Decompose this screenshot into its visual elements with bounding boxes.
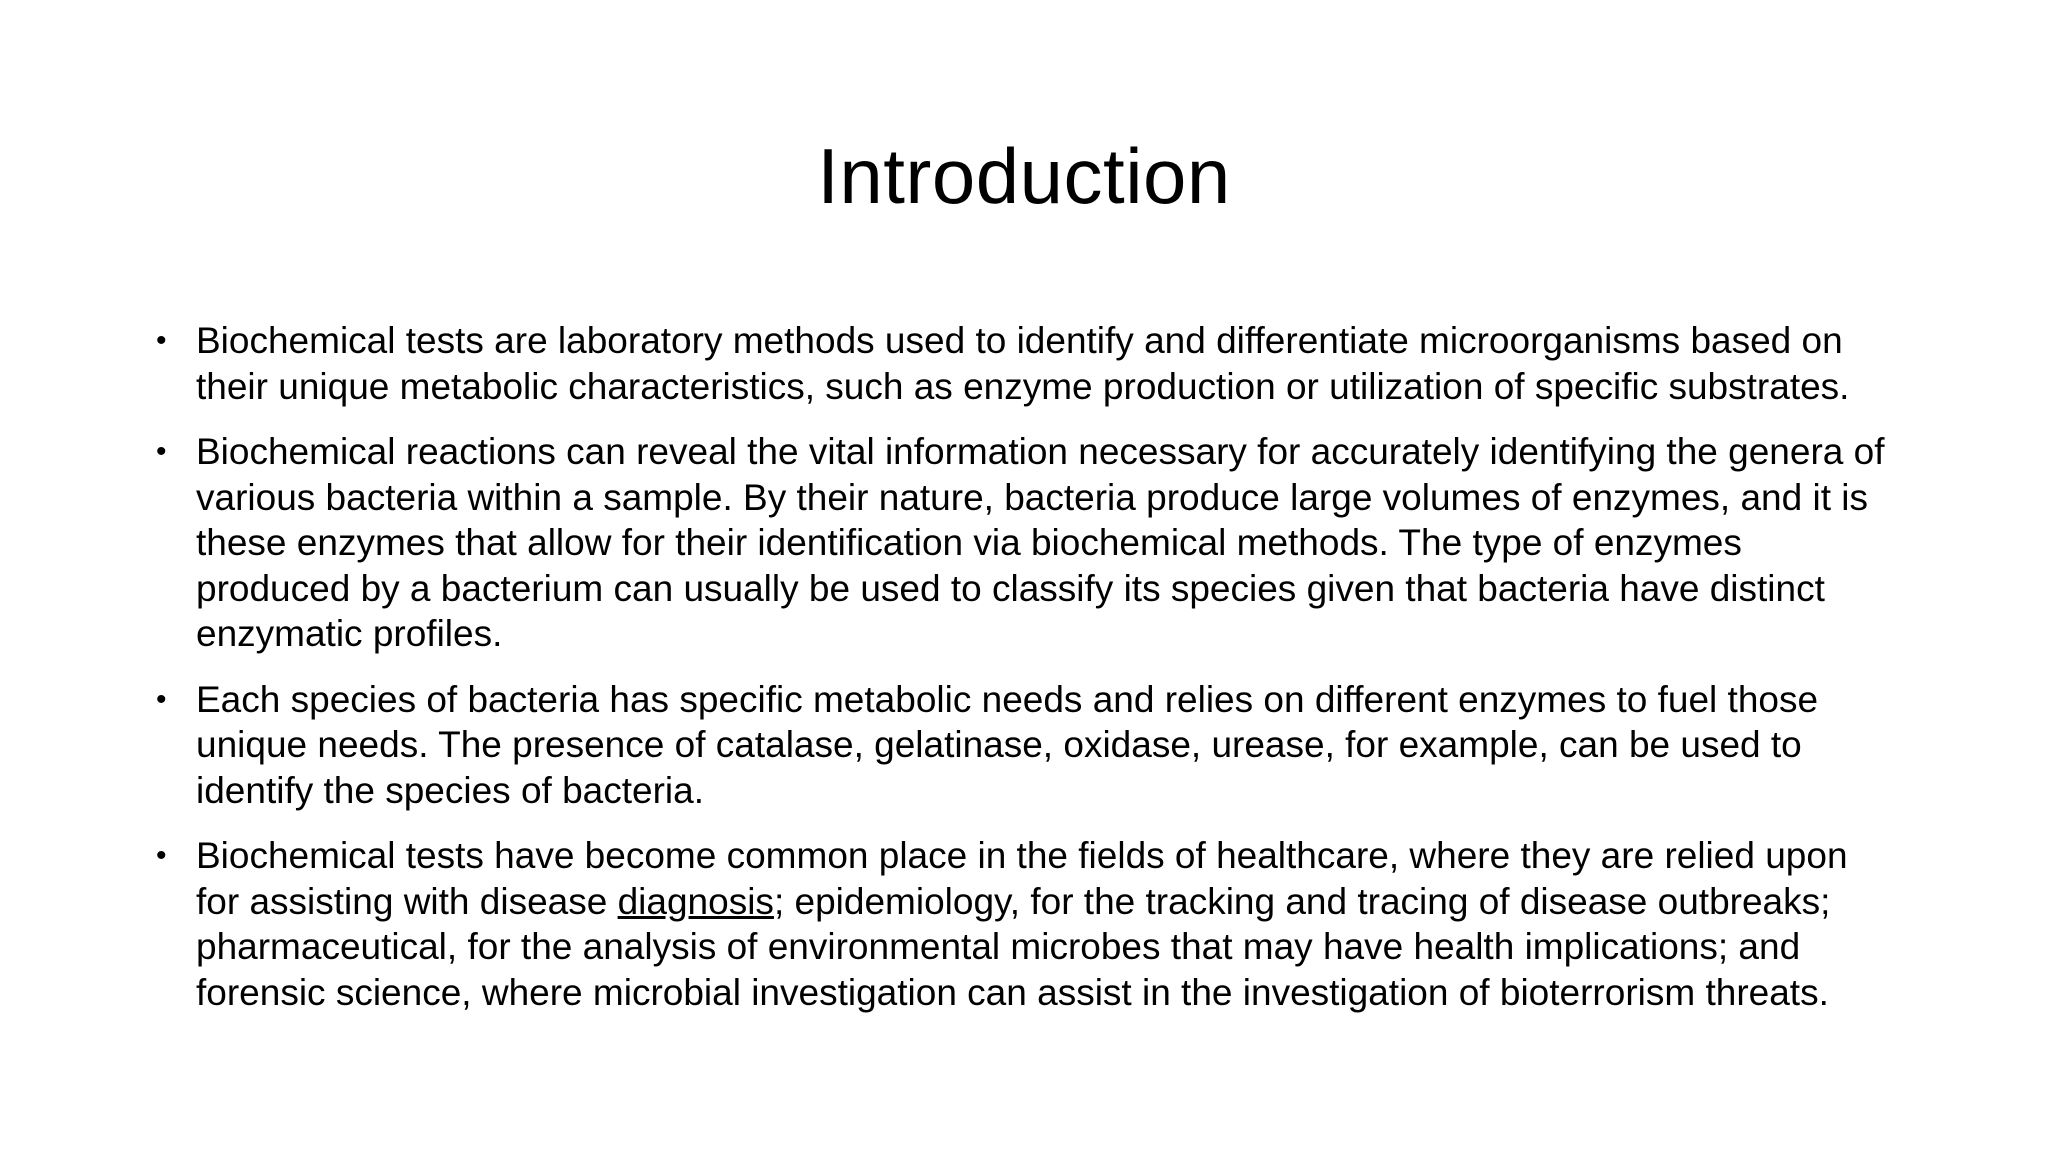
bullet-dot-icon: • xyxy=(156,324,167,357)
bullet-list xyxy=(148,318,1888,1035)
bullet-text: Biochemical tests are laboratory methods used to identify and differentiate microorganisms based on their unique metabolic characteristics, such as enzyme production or utilization of specific substrates. xyxy=(196,320,1850,407)
bullet-text-before-link: Biochemical tests have become common place in the fields of healthcare, where they are relied upon for assisting with disease xyxy=(196,835,1848,922)
bullet-dot-icon: • xyxy=(156,682,167,716)
bullet-text: Each species of bacteria has specific metabolic needs and relies on different enzymes to fuel those unique needs. The presence of catalase, gelatinase, oxidase, urease, for example, can be used to identify the species of bacteria. xyxy=(196,678,1819,811)
bullet-text-after-link: ; epidemiology, for the tracking and tracing of disease outbreaks; pharmaceutical, for the analysis of environmental microbes that may have health implications; and forensic science, where microbial investigation can assist in the investigation of bioterrorism threats. xyxy=(196,880,1831,1013)
slide-title: Introduction xyxy=(817,132,1231,220)
bullet-item xyxy=(148,677,1888,814)
bullet-dot-icon: • xyxy=(156,435,167,468)
bullet-text: Biochemical reactions can reveal the vital information necessary for accurately identifying the genera of various bacteria within a sample. By their nature, bacteria produce large volumes of enzymes, and it is these enzymes that allow for their identification via biochemical methods. The type of enzymes produced by a bacterium can usually be used to classify its species given that bacteria have distinct enzymatic profiles. xyxy=(196,431,1885,654)
diagnosis-link[interactable]: diagnosis xyxy=(617,880,774,922)
bullet-dot-icon: • xyxy=(156,839,167,872)
bullet-item xyxy=(148,429,1888,657)
bullet-item xyxy=(148,833,1888,1015)
bullet-item xyxy=(148,318,1888,409)
